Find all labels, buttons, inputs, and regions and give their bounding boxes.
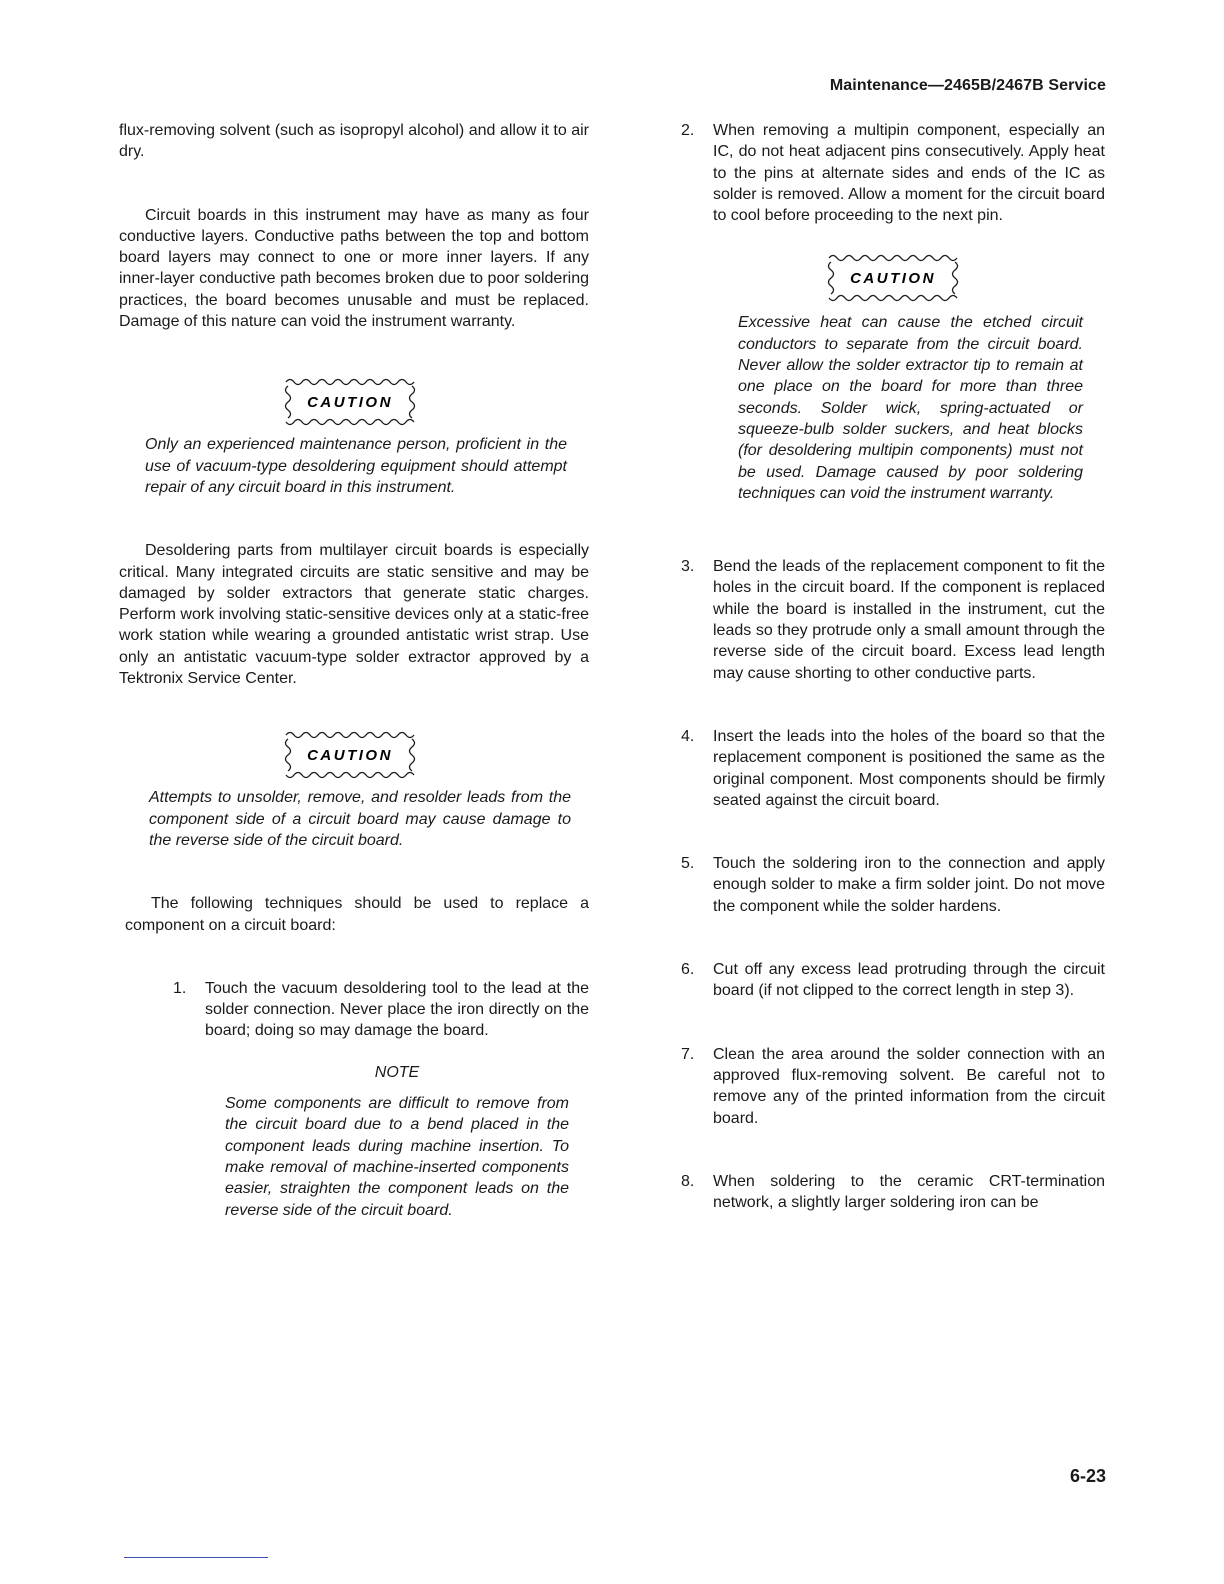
caution-label: CAUTION (307, 394, 393, 412)
list-item-1 (119, 978, 589, 1042)
caution-wavy-border-icon (280, 374, 420, 430)
list-text: Cut off any excess lead protruding through the circuit board (if not clipped to the correct length in step 3). (713, 961, 1105, 1000)
caution-box-2 (111, 727, 589, 783)
list-number: 5. (681, 855, 695, 873)
list-number: 1. (173, 979, 187, 997)
right-column (681, 120, 1105, 1213)
list-item-3 (681, 556, 1105, 684)
paragraph-continued: flux-removing solvent (such as isopropyl alcohol) and allow it to air dry. (119, 122, 589, 161)
list-number: 8. (681, 1172, 695, 1190)
list-number: 6. (681, 961, 695, 979)
caution-wavy-border-icon (280, 727, 420, 783)
list-text: When removing a multipin component, especially an IC, do not heat adjacent pins consecutively. Apply heat to the pins at alternate sides and ends of the IC as solder is removed. Allow a moment for the circuit board to cool before proceeding to the next pin. (713, 122, 1105, 225)
list-number: 3. (681, 558, 695, 576)
list-number: 2. (681, 122, 695, 139)
list-text: Touch the vacuum desoldering tool to the lead at the solder connection. Never place the iron directly on the board; doing so may damage the board. (205, 979, 589, 1040)
paragraph-techniques: The following techniques should be used to replace a component on a circuit board: (125, 895, 589, 934)
list-item-7 (681, 1044, 1105, 1129)
caution-wavy-border-icon (823, 250, 963, 306)
list-item-4 (681, 726, 1105, 811)
paragraph-desoldering: Desoldering parts from multilayer circuit boards is especially critical. Many integrated circuits are static sensitive and may be damaged by solder extractors that generate static charges. Perform work involving static-sensitive devices only at a static-free work station while wearing a grounded antistatic wrist strap. Use only an antistatic vacuum-type solder extractor approved by a Tektronix Service Center. (119, 542, 589, 688)
footer-rule (124, 1557, 268, 1558)
list-item-8 (681, 1171, 1105, 1214)
note-text: Some components are difficult to remove from the circuit board due to a bend placed in the component leads during machine insertion. To make removal of machine-inserted components easier, straighten the component leads on the reverse side of the circuit board. (225, 1095, 569, 1219)
list-text: Insert the leads into the holes of the board so that the replacement component is positioned the same as the original component. Most components should be firmly seated against the circuit board. (713, 727, 1105, 809)
list-item-2 (681, 120, 1105, 226)
list-text: Touch the soldering iron to the connection and apply enough solder to make a firm solder joint. Do not move the component while the solder hardens. (713, 855, 1105, 915)
page-number: 6-23 (1069, 1466, 1106, 1486)
left-column (119, 120, 589, 1221)
caution-label: CAUTION (307, 747, 393, 765)
caution-text-3: Excessive heat can cause the etched circuit conductors to separate from the circuit board. Never allow the solder extractor tip to remain at one place on the board for more than three seconds. Solder wick, spring-actuated or squeeze-bulb solder suckers, and heat blocks (for desoldering multipin components) must not be used. Damage caused by poor soldering techniques can void the instrument warranty. (738, 314, 1083, 502)
caution-text-2: Attempts to unsolder, remove, and resolder leads from the component side of a circuit board may cause damage to the reverse side of the circuit board. (149, 789, 571, 849)
list-item-5 (681, 853, 1105, 917)
paragraph-conductive-layers: Circuit boards in this instrument may have as many as four conductive layers. Conductive paths between the top and bottom board layers may connect to one or more inner layers. If any inner-layer conductive path becomes broken due to poor soldering practices, the board becomes unusable and must be replaced. Damage of this nature can void the instrument warranty. (119, 206, 589, 331)
caution-label: CAUTION (850, 270, 936, 288)
caution-text-1: Only an experienced maintenance person, proficient in the use of vacuum-type desoldering equipment should attempt repair of any circuit board in this instrument. (145, 436, 567, 496)
list-text: Bend the leads of the replacement component to fit the holes in the circuit board. If the component is replaced while the board is installed in the instrument, cut the leads so they protrude only a small amount through the reverse side of the circuit board. Excess lead length may cause shorting to other conductive parts. (713, 558, 1105, 682)
list-text: When soldering to the ceramic CRT-termination network, a slightly larger soldering iron can be (713, 1172, 1105, 1212)
caution-box-3 (681, 250, 1105, 306)
list-number: 4. (681, 727, 695, 745)
list-text: Clean the area around the solder connection with an approved flux-removing solvent. Be careful not to remove any of the printed information from the circuit board. (713, 1045, 1105, 1127)
list-item-6 (681, 959, 1105, 1002)
running-header: Maintenance—2465B/2467B Service (829, 77, 1106, 94)
caution-box-1 (111, 374, 589, 430)
list-number: 7. (681, 1045, 695, 1063)
note-title: NOTE (374, 1063, 420, 1081)
